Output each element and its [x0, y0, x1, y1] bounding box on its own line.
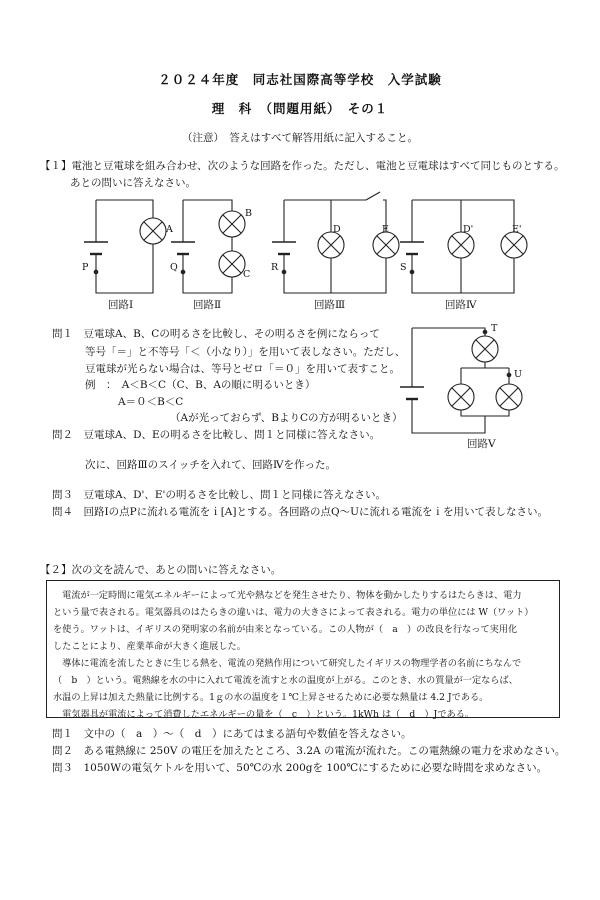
q2-heading: 【２】次の文を読んで、あとの問いに答えなさい。	[40, 564, 282, 576]
q2-passage-line: という量で表される。電気器具のはたらきの違いは、電力の大きさによって表される。電力の単位には W（ワット）	[53, 607, 534, 618]
label-P: P	[82, 262, 89, 273]
label-S: S	[400, 262, 407, 273]
q2-passage-line: 電気器具が電流によって消費したエネルギーの量を（ c ）という。1kWh は（ d ）Jである。	[53, 709, 475, 720]
q1-toi4: 問４ 回路Ⅰの点Pに流れる電流をｉ[A]とする。各回路の点Q〜Uに流れる電流をｉを用いて表しなさい。	[52, 506, 548, 518]
q2-toi2: 問２ ある電熱線に 250V の電圧を加えたところ、3.2A の電流が流れた。この電熱線の電力を求めなさい。	[52, 745, 566, 757]
label-B: B	[245, 208, 252, 219]
exam-title: ２０２４年度 同志社国際高等学校 入学試験	[158, 72, 442, 87]
label-E-prime: E'	[512, 224, 522, 235]
q2-passage-line: したことにより、産業革命が大きく進展した。	[53, 641, 246, 652]
label-T: T	[491, 323, 498, 334]
q2-passage-line: （ b ）という。電熱線を水の中に入れて電流を流すと水の温度が上がる。このとき、水の質量が一定ならば、	[53, 675, 518, 686]
q1-example-line2: A＝０＜B＜C	[118, 396, 184, 408]
q1-middle-text: 次に、回路Ⅲのスイッチを入れて、回路Ⅳを作った。	[85, 459, 336, 471]
label-D: D	[333, 224, 341, 235]
q2-toi1: 問１ 文中の（ a ）〜（ d ）にあてはまる語句や数値を答えなさい。	[52, 728, 412, 740]
caption-circuit-2: 回路Ⅱ	[193, 299, 222, 311]
label-Q: Q	[170, 262, 178, 273]
label-R: R	[271, 262, 279, 273]
q1-toi1-line3: 豆電球が光らない場合は、等号とゼロ「＝０」を用いて表すこと。	[85, 363, 400, 375]
circuit-3	[272, 192, 399, 293]
q1-heading-line2: あとの問いに答えなさい。	[70, 177, 196, 189]
label-A: A	[166, 224, 173, 235]
exam-note: （注意） 答えはすべて解答用紙に記入すること。	[181, 132, 419, 144]
q1-toi1-line2: 等号「＝」と不等号「＜（小なり）」を用いて表しなさい。ただし、	[85, 346, 406, 358]
q2-toi3: 問３ 1050Wの電気ケトルを用いて、50℃の水 200gを 100℃にするために必要な時間を求めなさい。	[52, 762, 548, 774]
q2-passage-line: 導体に電流を流したときに生じる熱を、電流の発熱作用について研究したイギリスの物理学者の名前にちなんで	[53, 658, 522, 669]
label-E: E	[382, 224, 389, 235]
exam-subtitle: 理 科 （問題用紙） その１	[211, 101, 389, 116]
caption-circuit-1: 回路Ⅰ	[108, 299, 134, 311]
q2-passage	[53, 587, 533, 723]
q2-passage-line: を使う。ワットは、イギリスの発明家の名前が由来となっている。この人物が（ a ）の改良を行なって実用化	[53, 624, 518, 635]
label-D-prime: D'	[463, 224, 474, 235]
label-U: U	[514, 369, 523, 380]
q1-toi2: 問２ 豆電球A、D、Eの明るさを比較し、問１と同様に答えなさい。	[52, 429, 381, 441]
q1-toi1-line1: 問１ 豆電球A、B、Cの明るさを比較し、その明るさを例にならって	[52, 328, 380, 340]
q2-passage-line: 水温の上昇は加えた熱量に比例する。1ｇの水の温度を１℃上昇させるために必要な熱量は 4.2 Jである。	[53, 692, 489, 703]
circuit-2	[171, 200, 245, 293]
circuit-5	[400, 328, 522, 433]
q1-example-line3: （Aが光っておらず、BよりCの方が明るいとき）	[170, 412, 403, 424]
caption-circuit-3: 回路Ⅲ	[314, 299, 346, 311]
q1-example-line1: 例 ： A＜B＜C（C、B、Aの順に明るいとき）	[85, 379, 316, 391]
label-C: C	[243, 269, 251, 280]
q1-toi3: 問３ 豆電球A、D'、E'の明るさを比較し、問１と同様に答えなさい。	[52, 489, 386, 501]
q2-passage-line: 電流が一定時間に電気エネルギーによって光や熱などを発生させたり、物体を動かしたりするはたらきは、電力	[53, 590, 522, 601]
q1-heading: 【１】電池と豆電球を組み合わせ、次のような回路を作った。ただし、電池と豆電球はすべて同じものとする。	[40, 160, 565, 172]
caption-circuit-5: 回路Ⅴ	[467, 438, 496, 450]
circuit-4	[400, 200, 527, 293]
circuit-1	[84, 200, 166, 293]
caption-circuit-4: 回路Ⅳ	[445, 299, 477, 311]
